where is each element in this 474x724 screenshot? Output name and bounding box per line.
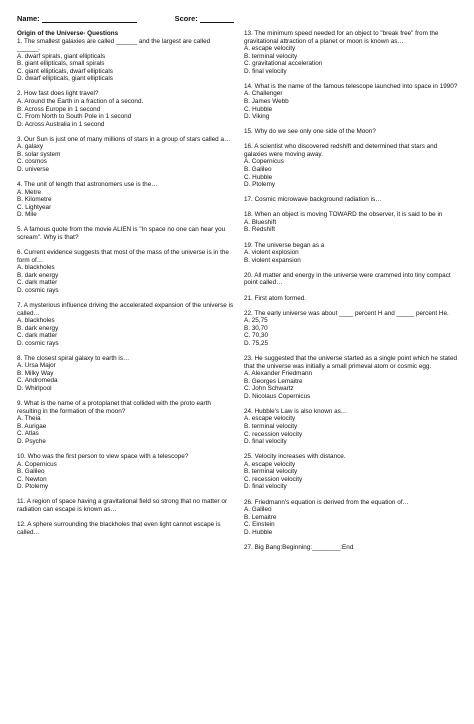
answer-option[interactable]: B. terminal velocity [244,468,298,476]
question-text: 27. Big Bang:Beginning:________:End [244,543,354,551]
question-item [244,272,459,287]
question-text: 18. When an object is moving TOWARD the observer, it is said to be in [244,211,443,219]
question-item [17,90,234,128]
answer-option[interactable]: C. gravitational acceleration [244,60,323,68]
question-item [17,355,234,393]
question-item [244,83,459,121]
answer-option[interactable]: C. Lightyear [17,203,52,211]
question-item [244,30,459,75]
answer-option[interactable]: B. Galileo [244,165,272,173]
question-item [244,128,459,136]
answer-option[interactable]: A. Galileo [244,506,272,514]
answer-option[interactable]: B. Galileo [17,468,45,476]
answer-option[interactable]: B. dark energy [17,271,59,279]
answer-option[interactable]: A. galaxy [17,143,44,151]
answer-option[interactable]: C. From North to South Pole in 1 second [17,113,132,121]
answer-option[interactable]: D. Whirlpool [17,385,52,393]
score-blank[interactable] [200,14,234,23]
answer-option[interactable]: D. 75,25 [244,339,268,347]
name-blank[interactable] [42,14,137,23]
question-item [244,544,459,552]
left-column [17,30,234,559]
question-text: 15. Why do we see only one side of the Moon? [244,128,376,136]
question-item [17,136,234,174]
question-item [244,310,459,348]
answer-option[interactable]: B. Kilometre [17,196,52,204]
question-item [244,355,459,400]
answer-option[interactable]: D. Across Australia in 1 second [17,120,105,128]
question-text: 23. He suggested that the universe started as a single point which he stated that the universe was initially a small primeval atom or cosmic egg. [244,354,458,370]
answer-option[interactable]: A. blackholes [17,317,55,325]
answer-option[interactable]: D. cosmic rays [17,339,59,347]
question-item [17,181,234,219]
answer-option[interactable]: D. Psyche [17,437,46,445]
question-item [17,226,234,241]
answer-option[interactable]: B. terminal velocity [244,422,298,430]
question-item [244,453,459,491]
answer-option[interactable]: D. Ptolemy [17,483,49,491]
question-item [17,498,234,513]
answer-option[interactable]: D. dwarf ellipticals, giant ellipticals [17,75,113,83]
question-text: 3. Our Sun is just one of many millions of stars in a group of stars called a… [17,135,231,143]
answer-option[interactable]: B. Milky Way [17,369,54,377]
answer-option[interactable]: D. Viking [244,113,270,121]
answer-option[interactable]: D. final velocity [244,67,287,75]
answer-option[interactable]: C. 70,30 [244,332,268,340]
answer-option[interactable]: A. Metre [17,188,41,196]
question-text: 11. A region of space having a gravitational field so strong that no matter or radiation can escape is known as… [17,498,228,513]
answer-option[interactable]: A. Ursa Major [17,362,56,370]
question-text: 5. A famous quote from the movie ALIEN is "In space no one can hear you scream". Why is that? [17,226,226,241]
question-item [17,400,234,445]
answer-option[interactable]: B. dark energy [17,324,59,332]
question-text: 13. The minimum speed needed for an object to "break free" from the gravitational attraction of a planet or moon is known as… [244,30,439,45]
question-item [17,38,234,83]
answer-option[interactable]: A. violent explosion [244,249,299,257]
question-text: 26. Friedmann's equation is derived from the equation of… [244,498,409,506]
answer-option[interactable]: C. Andromeda [17,377,58,385]
answer-option[interactable]: B. giant ellipticals, small spirals [17,60,105,68]
question-text: 10. Who was the first person to view space with a telescope? [17,453,189,461]
answer-option[interactable]: A. escape velocity [244,45,296,53]
answer-option[interactable]: D. Hubble [244,528,273,536]
answer-option[interactable]: B. Aurigae [17,422,47,430]
answer-option[interactable]: B. James Webb [244,97,289,105]
answer-option[interactable]: A. Challenger [244,90,283,98]
question-text: 25. Velocity increases with distance. [244,453,346,461]
answer-option[interactable]: A. Alexander Friedmann [244,370,313,378]
answer-option[interactable]: C. giant ellipticals, dwarf ellipticals [17,67,113,75]
answer-option[interactable]: D. final velocity [244,438,287,446]
answer-option[interactable]: B. Redshift [244,226,276,234]
question-text: 12. A sphere surrounding the blackholes that even light cannot escape is called… [17,521,221,536]
score-line [175,14,234,23]
answer-option[interactable]: A. Copernicus [17,460,57,468]
answer-option[interactable]: D. Mile [17,211,37,219]
question-item [244,196,459,204]
question-text: 17. Cosmic microwave background radiation is… [244,196,382,204]
question-item [244,242,459,265]
worksheet-title: Origin of the Universe- Questions [17,30,119,37]
answer-option[interactable]: A. Theia [17,415,41,423]
question-item [17,249,234,294]
answer-option[interactable]: A. escape velocity [244,415,296,423]
answer-option[interactable]: B. solar system [17,150,61,158]
answer-option[interactable]: C. Atlas [17,430,39,438]
question-text: 8. The closest spiral galaxy to earth is… [17,354,130,362]
name-line [17,14,137,23]
answer-option[interactable]: B. violent expansion [244,256,301,264]
question-item [244,211,459,234]
answer-option[interactable]: C. cosmos [17,158,47,166]
question-text: 24. Hubble's Law is also known as… [244,407,348,415]
question-text: 14. What is the name of the famous telescope launched into space in 1990? [244,82,458,90]
right-column [244,30,459,559]
answer-option[interactable]: C. dark matter [17,279,58,287]
answer-option[interactable]: B. Georges Lemaitre [244,377,303,385]
question-text: 16. A scientist who discovered redshift and determined that stars and galaxies were moving away. [244,143,438,158]
question-columns [17,30,460,559]
question-text: 20. All matter and energy in the universe were crammed into tiny compact point called… [244,271,451,287]
question-text: 21. First atom formed. [244,294,307,302]
question-item [244,143,459,188]
answer-option[interactable]: D. Ptolemy [244,181,276,189]
answer-option[interactable]: C. Newton [17,475,47,483]
question-text: 4. The unit of length that astronomers use is the… [17,181,158,189]
answer-option[interactable]: C. dark matter [17,332,58,340]
answer-option[interactable]: C. recession velocity [244,475,303,483]
question-item [17,302,234,347]
question-text: 19. The universe began as a [244,241,325,249]
name-label: Name: [17,14,40,23]
question-text: 6. Current evidence suggests that most of the mass of the universe is in the form of… [17,249,229,264]
answer-option[interactable]: D. Nicolaus Copernicus [244,392,311,400]
question-item [17,453,234,491]
answer-option[interactable]: D. universe [17,165,50,173]
answer-option[interactable]: B. 30,70 [244,324,268,332]
question-text: 1. The smallest galaxies are called ______ and the largest are called ______. [17,37,211,53]
answer-option[interactable]: D. final velocity [244,483,287,491]
question-item [17,521,234,536]
answer-option[interactable]: A. Around the Earth in a fraction of a second. [17,97,144,105]
answer-option[interactable]: C. Einstein [244,521,275,529]
answer-option[interactable]: A. Blueshift [244,218,277,226]
question-text: 9. What is the name of a protoplanet that collided with the proto earth resulting in the formation of the moon? [17,400,211,415]
answer-option[interactable]: C. recession velocity [244,430,303,438]
answer-option[interactable]: A. Copernicus [244,158,284,166]
question-text: 7. A mysterious influence driving the accelerated expansion of the universe is called… [17,301,234,317]
answer-option[interactable]: C. Hubble [244,105,273,113]
question-text: 22. The early universe was about ____ percent H and _____ percent He. [244,309,449,317]
question-item [244,408,459,446]
answer-option[interactable]: A. blackholes [17,264,55,272]
question-item [244,499,459,537]
answer-option[interactable]: A. 25,75 [244,317,268,325]
question-item [244,295,459,303]
answer-option[interactable]: A. dwarf spirals, giant ellipticals [17,52,106,60]
question-text: 2. How fast does light travel? [17,90,99,98]
answer-option[interactable]: C. Hubble [244,173,273,181]
answer-option[interactable]: B. terminal velocity [244,52,298,60]
answer-option[interactable]: C. John Schwartz [244,385,294,393]
score-label: Score: [174,14,198,23]
answer-option[interactable]: A. escape velocity [244,460,296,468]
answer-option[interactable]: B. Lemaitre [244,513,277,521]
answer-option[interactable]: D. cosmic rays [17,286,59,294]
answer-option[interactable]: B. Across Europe in 1 second [17,105,101,113]
worksheet-header [17,14,460,30]
